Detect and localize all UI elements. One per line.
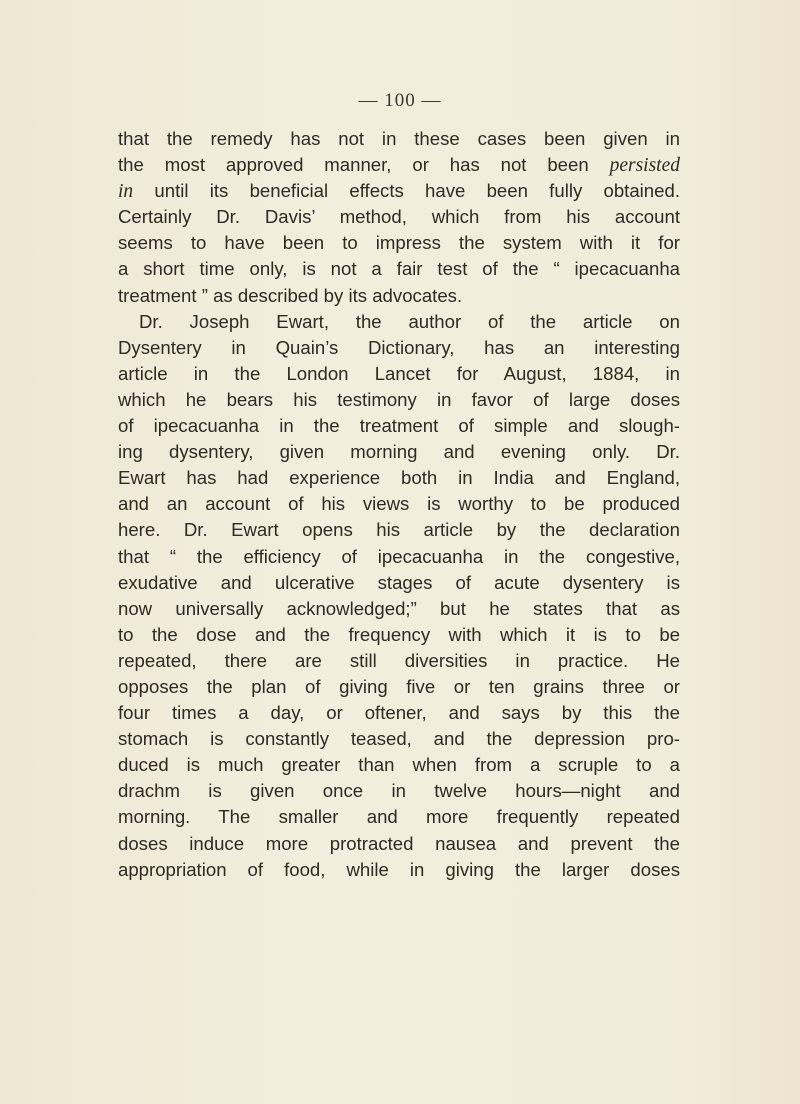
- text-line: stomach is constantly teased, and the depression pro-: [118, 728, 680, 750]
- text-line: repeated, there are still diversities in practice. He: [118, 649, 680, 671]
- text-line: a short time only, is not a fair test of the “ ipecacuanha: [118, 258, 680, 280]
- text-line: of ipecacuanha in the treatment of simple and slough-: [118, 415, 680, 437]
- text-line: seems to have been to impress the system with it for: [118, 232, 680, 254]
- text-line: opposes the plan of giving five or ten grains three or: [118, 675, 680, 697]
- text-line: that the remedy has not in these cases been given in: [118, 128, 680, 149]
- text-line: now universally acknowledged;” but he states that as: [118, 597, 680, 619]
- body-text: [118, 126, 680, 883]
- text-line: Ewart has had experience both in India and England,: [118, 467, 680, 489]
- text-line: doses induce more protracted nausea and prevent the: [118, 832, 680, 854]
- italic-word: persisted: [609, 155, 680, 177]
- text-line: to the dose and the frequency with which it is to be: [118, 623, 680, 645]
- text-line: that “ the efficiency of ipecacuanha in the congestive,: [118, 545, 680, 567]
- text-line: in until its beneficial effects have been fully obtained.: [118, 180, 680, 203]
- text-line: the most approved manner, or has not been persisted: [118, 154, 680, 177]
- text-line: ing dysentery, given morning and evening only. Dr.: [118, 441, 680, 463]
- text-line: duced is much greater than when from a scruple to a: [118, 754, 680, 776]
- text-line: morning. The smaller and more frequently repeated: [118, 806, 680, 828]
- page-number: — 100 —: [358, 90, 442, 111]
- text-line: and an account of his views is worthy to be produced: [118, 493, 680, 515]
- italic-word: in: [118, 181, 134, 203]
- text-line: Certainly Dr. Davis’ method, which from his account: [118, 206, 680, 228]
- text-line: Dysentery in Quain’s Dictionary, has an interesting: [118, 336, 680, 358]
- text-line: drachm is given once in twelve hours—night and: [118, 780, 680, 802]
- text-line: which he bears his testimony in favor of large doses: [118, 388, 680, 410]
- paragraph-start-line: Dr. Joseph Ewart, the author of the article on: [139, 310, 680, 332]
- text-line: appropriation of food, while in giving the larger doses: [118, 858, 680, 880]
- text-line: treatment ” as described by its advocates.: [118, 284, 463, 306]
- text-line: article in the London Lancet for August, 1884, in: [118, 362, 680, 384]
- text-line: here. Dr. Ewart opens his article by the declaration: [118, 519, 680, 541]
- text-line: exudative and ulcerative stages of acute dysentery is: [118, 571, 680, 593]
- text-line: four times a day, or oftener, and says by this the: [118, 702, 680, 724]
